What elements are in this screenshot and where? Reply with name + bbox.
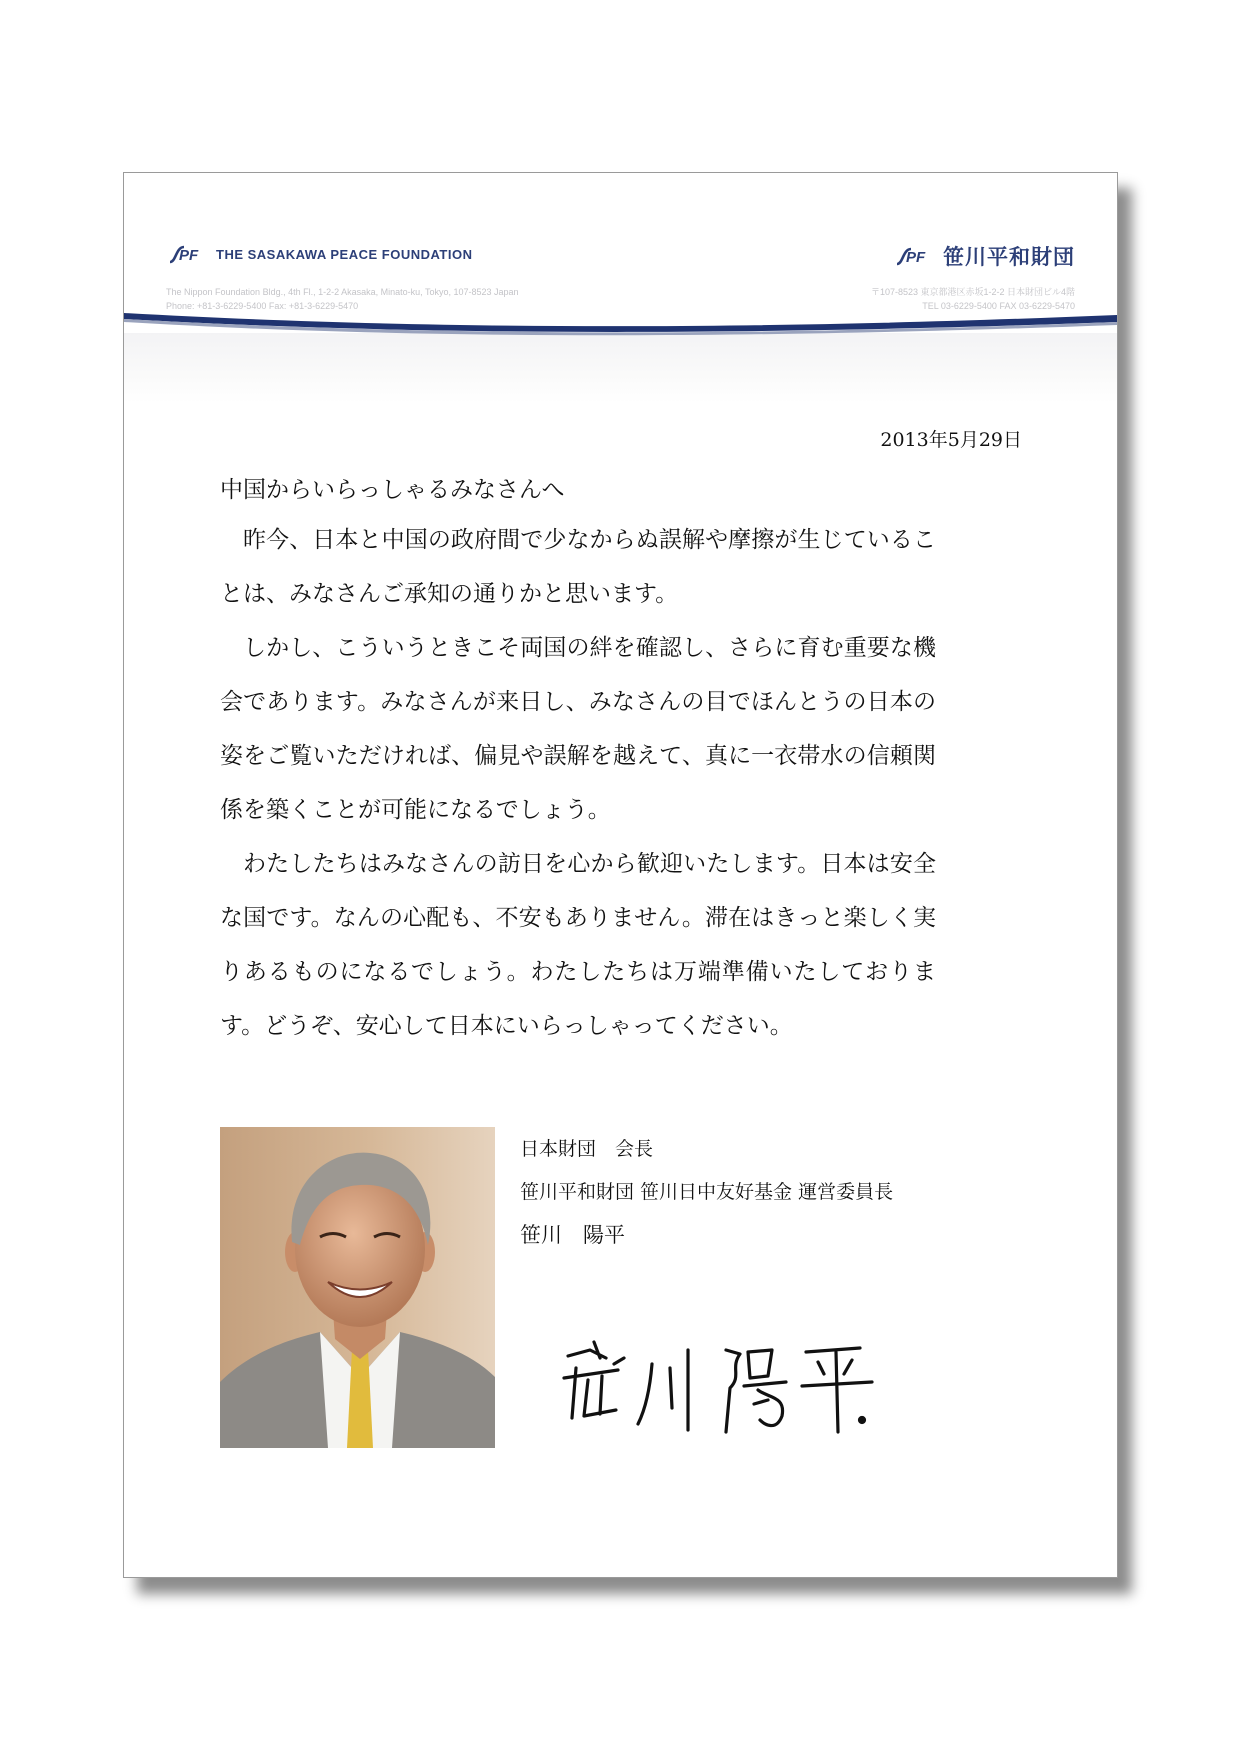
- signatory-name: 笹川 陽平: [520, 1223, 625, 1247]
- org-name-en: THE SASAKAWA PEACE FOUNDATION: [216, 246, 473, 262]
- address-en-line1: The Nippon Foundation Bldg., 4th Fl., 1-2-2 Akasaka, Minato-ku, Tokyo, 107-8523 Japan: [166, 287, 519, 297]
- address-en: [166, 285, 519, 313]
- letter-body: [220, 513, 936, 1053]
- spf-logo-icon: [166, 243, 210, 265]
- svg-text:PF: PF: [179, 247, 199, 264]
- address-jp: [871, 285, 1075, 313]
- letter-date: 2013年5月29日: [880, 429, 1022, 451]
- spf-logo-icon: [893, 245, 937, 267]
- portrait-image: [220, 1127, 495, 1448]
- handwritten-signature: [554, 1328, 884, 1438]
- portrait-photo: [220, 1127, 495, 1448]
- org-name-jp: 笹川平和財団: [943, 245, 1075, 269]
- signatory-title-2: 笹川平和財団 笹川日中友好基金 運営委員長: [520, 1181, 894, 1203]
- signatory-block: [520, 1128, 893, 1257]
- address-jp-line2: TEL 03-6229-5400 FAX 03-6229-5470: [922, 301, 1075, 311]
- paragraph-1: 昨今、日本と中国の政府間で少なからぬ誤解や摩擦が生じていることは、みなさんご承知の通りかと思います。: [220, 527, 937, 607]
- svg-text:PF: PF: [906, 249, 926, 266]
- logo-en: [166, 243, 472, 265]
- address-en-line2: Phone: +81-3-6229-5400 Fax: +81-3-6229-5470: [166, 301, 359, 311]
- paragraph-3: わたしたちはみなさんの訪日を心から歓迎いたします。日本は安全な国です。なんの心配も、不安もありません。滞在はきっと楽しく実りあるものになるでしょう。わたしたちは万端準備いたしております。どうぞ、安心して日本にいらっしゃってください。: [220, 851, 936, 1039]
- paragraph-2: しかし、こういうときこそ両国の絆を確認し、さらに育む重要な機会であります。みなさんが来日し、みなさんの目でほんとうの日本の姿をご覧いただければ、偏見や誤解を越えて、真に一衣帯水の信頼関係を築くことが可能になるでしょう。: [220, 635, 937, 823]
- address-jp-line1: 〒107-8523 東京都港区赤坂1-2-2 日本財団ビル4階: [870, 287, 1075, 297]
- letterhead-swoosh: [124, 313, 1117, 373]
- salutation: 中国からいらっしゃるみなさんへ: [220, 477, 565, 503]
- letter-page: [123, 172, 1118, 1578]
- logo-jp: [893, 241, 1075, 271]
- signatory-title-1: 日本財団 会長: [520, 1138, 654, 1160]
